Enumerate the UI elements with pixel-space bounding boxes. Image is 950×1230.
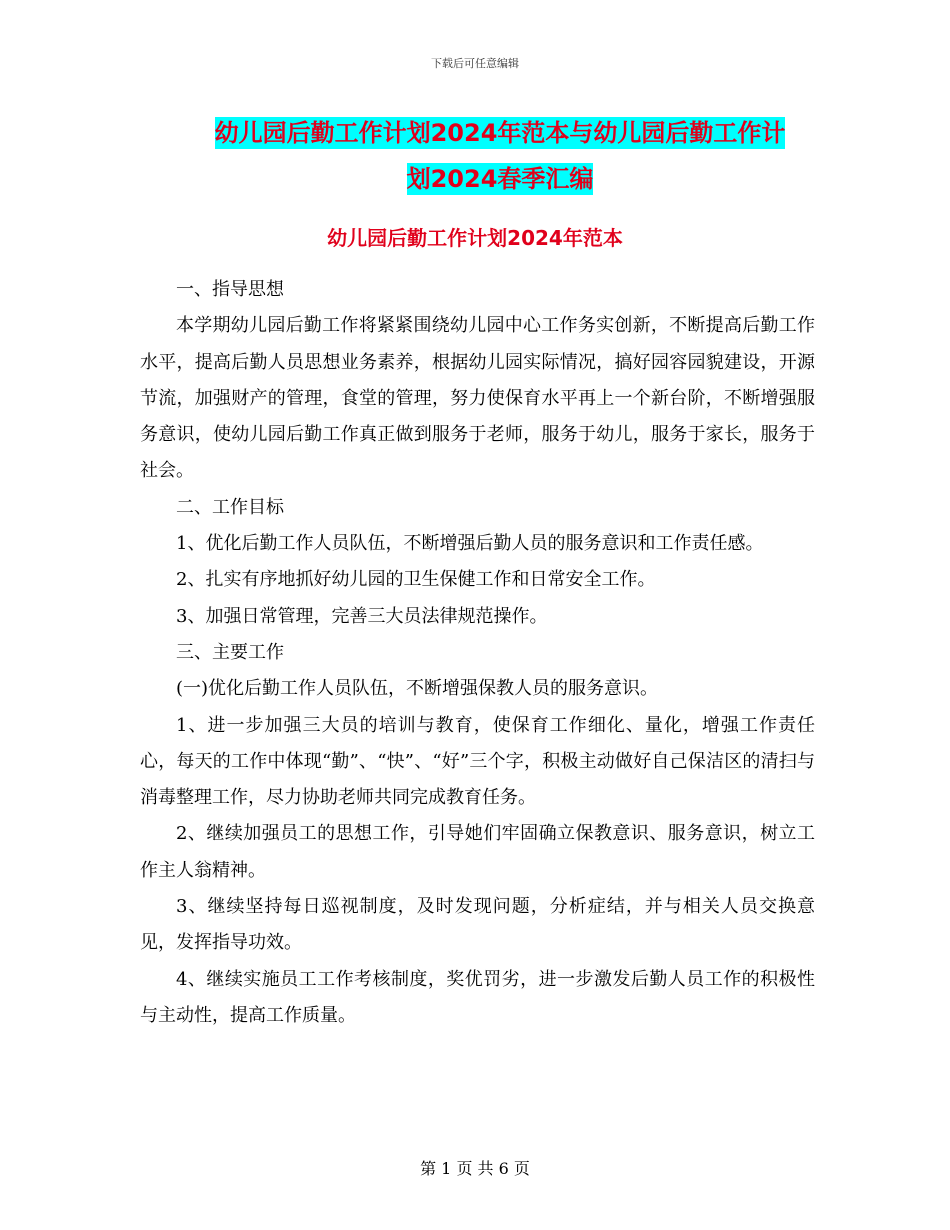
goal-item-3: 3、加强日常管理，完善三大员法律规范操作。 bbox=[176, 605, 548, 627]
page-footer: 第 1 页 共 6 页 bbox=[420, 1159, 530, 1178]
subheading-optimize-staff: (一)优化后勤工作人员队伍，不断增强保教人员的服务意识。 bbox=[176, 678, 659, 700]
heading-guiding-thought: 一、指导思想 bbox=[176, 279, 284, 300]
header-note: 下载后可任意编辑 bbox=[431, 57, 519, 70]
work-item-1: 1、进一步加强三大员的培训与教育，使保育工作细化、量化，增强工作责任心，每天的工作中体现“勤”、“快”、“好”三个字，积极主动做好自己保洁区的清扫与消毒整理工作，尽力协助老师共同完成教育任务。 bbox=[140, 714, 815, 809]
work-item-4: 4、继续实施员工工作考核制度，奖优罚劣，进一步激发后勤人员工作的积极性与主动性，提高工作质量。 bbox=[140, 968, 815, 1026]
document-title-line-1: 幼儿园后勤工作计划2024年范本与幼儿园后勤工作计 bbox=[214, 119, 786, 147]
goal-item-1: 1、优化后勤工作人员队伍，不断增强后勤人员的服务意识和工作责任感。 bbox=[176, 533, 764, 555]
goal-item-2: 2、扎实有序地抓好幼儿园的卫生保健工作和日常安全工作。 bbox=[176, 569, 656, 591]
document-title bbox=[140, 110, 860, 202]
work-item-2: 2、继续加强员工的思想工作，引导她们牢固确立保教意识、服务意识，树立工作主人翁精神。 bbox=[140, 823, 815, 881]
paragraph-guiding-thought: 本学期幼儿园后勤工作将紧紧围绕幼儿园中心工作务实创新，不断提高后勤工作水平，提高后勤人员思想业务素养，根据幼儿园实际情况，搞好园容园貌建设，开源节流，加强财产的管理，食堂的管理，努力使保育水平再上一个新台阶，不断增强服务意识，使幼儿园后勤工作真正做到服务于老师，服务于幼儿，服务于家长，服务于社会。 bbox=[140, 315, 815, 482]
section-title: 幼儿园后勤工作计划2024年范本 bbox=[327, 226, 623, 250]
document-title-line-2: 划2024春季汇编 bbox=[406, 165, 594, 193]
document-body bbox=[140, 272, 815, 1034]
heading-work-goals: 二、工作目标 bbox=[176, 496, 284, 518]
heading-main-work: 三、主要工作 bbox=[176, 641, 284, 663]
work-item-3: 3、继续坚持每日巡视制度，及时发现问题，分析症结，并与相关人员交换意见，发挥指导功效。 bbox=[140, 896, 815, 954]
